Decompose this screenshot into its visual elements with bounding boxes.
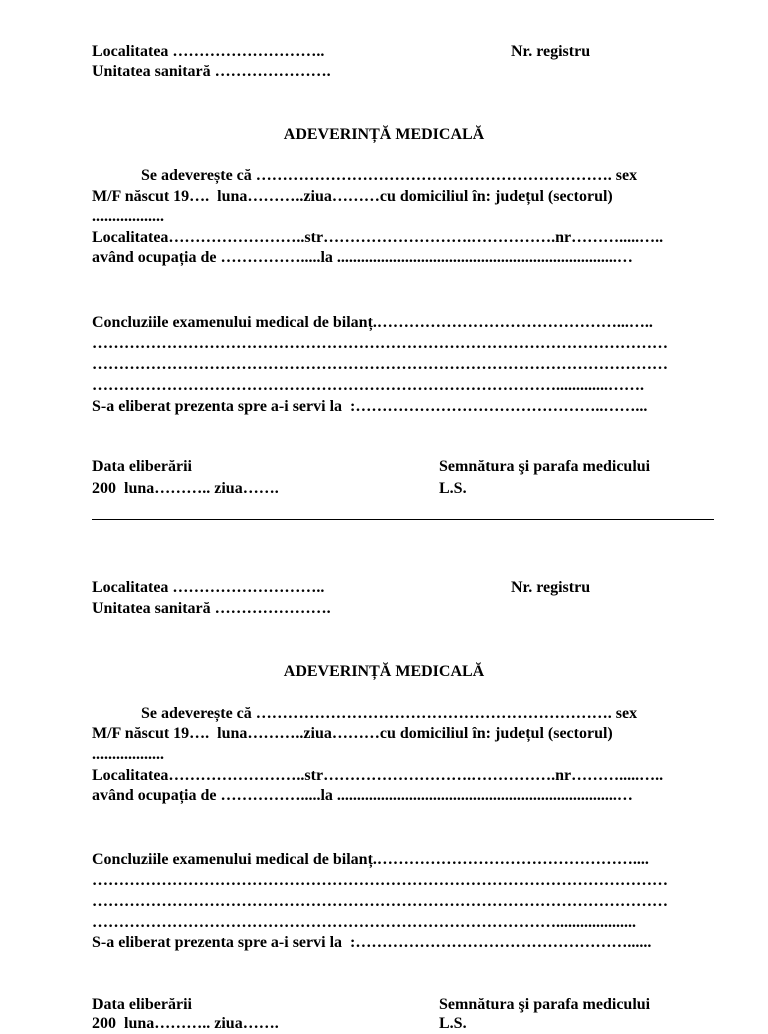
data-eliberarii-label: Data eliberării: [92, 458, 192, 475]
eliberat-line: S-a eliberat prezenta spre a-i servi la :……………………………………………......: [92, 934, 652, 951]
unitatea-sanitara-label: Unitatea sanitară ………………….: [92, 63, 331, 80]
form-title: ADEVERINȚĂ MEDICALĂ: [283, 663, 485, 680]
localitatea-label: Localitatea ………………………..: [92, 579, 325, 596]
localitatea-str-line: Localitatea……………………..str……………………….…………….nr……….....…..: [92, 229, 664, 246]
concluzii-dots-3: ……………………………………………………………………………....................: [92, 914, 636, 931]
semnatura-label: Semnătura şi parafa medicului: [439, 996, 651, 1013]
concluzii-line: Concluziile examenului medical de bilanț.…………………………………………....: [92, 851, 649, 868]
dots-continuation-line: ..................: [92, 746, 164, 763]
se-adevereste-line: Se adeverește că …………………………………………………………. sex: [141, 705, 638, 722]
localitatea-label: Localitatea ………………………..: [92, 43, 325, 60]
localitatea-str-line: Localitatea……………………..str……………………….…………….nr……….....…..: [92, 767, 664, 784]
concluzii-dots-1: ………………………………………………………………………………………………: [92, 872, 668, 889]
nr-registru-label: Nr. registru: [511, 579, 591, 596]
separator-line: [92, 519, 714, 520]
concluzii-dots-2: ………………………………………………………………………………………………: [92, 893, 668, 910]
nr-registru-label: Nr. registru: [511, 43, 591, 60]
data-line: 200 luna……….. ziua…….: [92, 480, 279, 497]
nascut-line: M/F născut 19…. luna………..ziua………cu domiciliul în: județul (sectorul): [92, 725, 613, 742]
semnatura-label: Semnătura şi parafa medicului: [439, 458, 651, 475]
data-line: 200 luna……….. ziua…….: [92, 1015, 279, 1032]
eliberat-line: S-a eliberat prezenta spre a-i servi la :………………………………………..……...: [92, 398, 648, 415]
form-title: ADEVERINȚĂ MEDICALĂ: [283, 126, 485, 143]
ocupatia-line: având ocupația de …………….....la ......................................................................…: [92, 249, 633, 266]
concluzii-dots-3: …………………………………………………………………………….............…….: [92, 377, 644, 394]
data-eliberarii-label: Data eliberării: [92, 996, 192, 1013]
ls-label: L.S.: [439, 1015, 467, 1032]
se-adevereste-line: Se adeverește că …………………………………………………………. sex: [141, 167, 638, 184]
concluzii-line: Concluziile examenului medical de bilanț.………………………………………...…..: [92, 314, 653, 331]
concluzii-dots-2: ………………………………………………………………………………………………: [92, 356, 668, 373]
nascut-line: M/F născut 19…. luna………..ziua………cu domiciliul în: județul (sectorul): [92, 188, 613, 205]
concluzii-dots-1: ………………………………………………………………………………………………: [92, 335, 668, 352]
unitatea-sanitara-label: Unitatea sanitară ………………….: [92, 600, 331, 617]
ocupatia-line: având ocupația de …………….....la ......................................................................…: [92, 787, 633, 804]
dots-continuation-line: ..................: [92, 208, 164, 225]
ls-label: L.S.: [439, 480, 467, 497]
